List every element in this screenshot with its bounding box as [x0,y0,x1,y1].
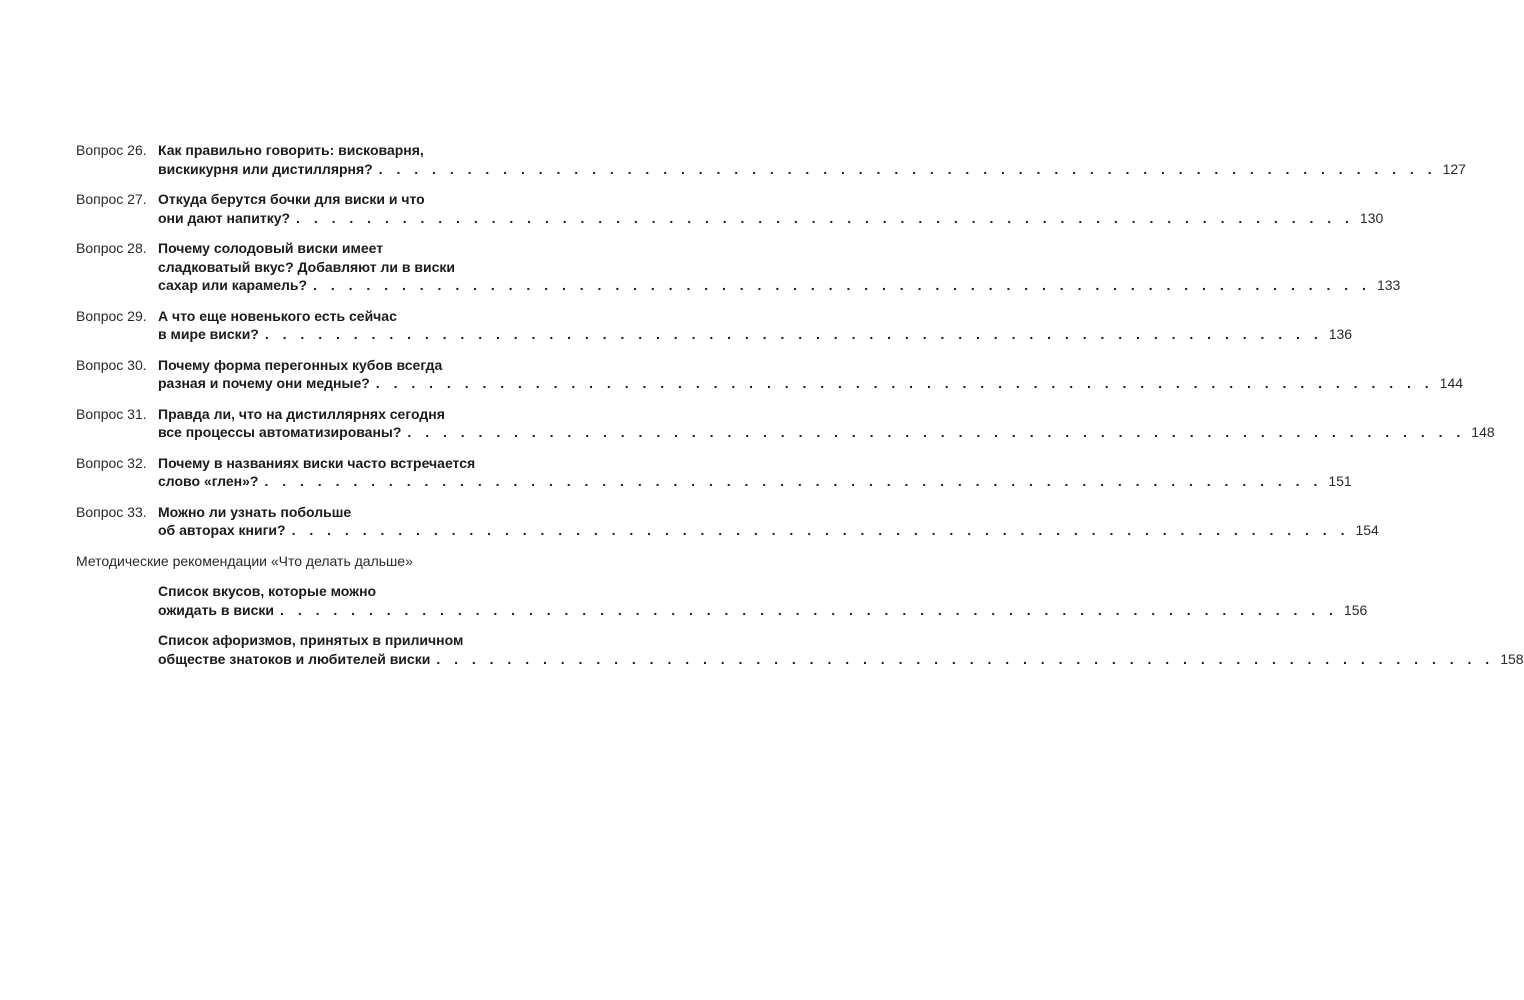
entry-title-end: вискикурня или дистиллярня? [158,160,373,177]
dot-leader: . . . . . . . . . . . . . . . . . . . . . . . . . . . . . . . . . . . . . . . . . . . . . . . . . . . . . . . . . . . . [264,326,1323,342]
page-number: 127 [1442,160,1466,177]
entry-title-line: Как правильно говорить: висковарня, [158,142,424,158]
entry-title-end: слово «глен»? [158,473,259,489]
entry-last-line [158,374,1463,393]
toc-entry[interactable] [76,356,1464,393]
entry-last-line [158,650,1524,669]
page-number: 154 [1355,522,1379,538]
entry-title [158,405,1495,442]
toc-entry[interactable] [76,503,1379,540]
entry-title [158,454,1352,491]
entry-title-end: об авторах книги? [158,522,286,538]
page-number: 156 [1343,601,1368,618]
entry-title-line: Список афоризмов, принятых в приличном [158,632,464,648]
entry-last-line [158,601,1367,620]
entry-title-end: в мире виски? [158,326,259,342]
question-number: Вопрос 33. [76,503,147,520]
section-heading[interactable]: Методические рекомендации «Что делать дальше» [76,552,413,569]
entry-last-line [158,209,1383,228]
toc-entry[interactable] [76,454,1352,491]
question-number: Вопрос 26. [76,142,147,158]
entry-last-line [158,521,1379,540]
toc-subentry[interactable] [158,631,1524,668]
question-number: Вопрос 27. [76,191,147,207]
dot-leader: . . . . . . . . . . . . . . . . . . . . . . . . . . . . . . . . . . . . . . . . . . . . . . . . . . . . . . . . . . . . [313,277,1371,293]
entry-title-line: Почему в названиях виски часто встречается [158,454,476,471]
dot-leader: . . . . . . . . . . . . . . . . . . . . . . . . . . . . . . . . . . . . . . . . . . . . . . . . . . . . . . . . . . . . [375,375,1434,391]
toc-entry[interactable] [76,405,1495,442]
entry-title-line: Можно ли узнать побольше [158,503,352,520]
entry-last-line [158,276,1400,295]
page-number: 144 [1439,375,1464,391]
question-number: Вопрос 32. [76,454,147,471]
entry-title-end: они дают напитку? [158,209,291,226]
dot-leader: . . . . . . . . . . . . . . . . . . . . . . . . . . . . . . . . . . . . . . . . . . . . . . . . . . . . . . . . . . . . [407,424,1466,440]
page-number: 151 [1328,473,1352,489]
dot-leader: . . . . . . . . . . . . . . . . . . . . . . . . . . . . . . . . . . . . . . . . . . . . . . . . . . . . . . . . . . . . [296,209,1354,226]
question-number: Вопрос 31. [76,405,147,422]
dot-leader: . . . . . . . . . . . . . . . . . . . . . . . . . . . . . . . . . . . . . . . . . . . . . . . . . . . . . . . . . . . . [436,650,1495,667]
entry-title-end: сахар или карамель? [158,277,308,293]
dot-leader: . . . . . . . . . . . . . . . . . . . . . . . . . . . . . . . . . . . . . . . . . . . . . . . . . . . . . . . . . . . . [291,522,1350,538]
entry-title [158,141,1466,178]
entry-title [158,503,1379,540]
question-number: Вопрос 30. [76,356,147,373]
toc-entry[interactable] [76,239,1401,295]
entry-title-end: обществе знатоков и любителей виски [158,650,431,667]
dot-leader: . . . . . . . . . . . . . . . . . . . . . . . . . . . . . . . . . . . . . . . . . . . . . . . . . . . . . . . . . . . . [378,160,1437,177]
subentry-title [158,582,1367,619]
toc-entry[interactable] [76,307,1353,344]
entry-title-end: разная и почему они медные? [158,375,370,391]
question-number: Вопрос 29. [76,307,147,324]
entry-title [158,307,1352,344]
entry-title-line: сладковатый вкус? Добавляют ли в виски [158,258,455,275]
entry-title-end: все процессы автоматизированы? [158,424,402,440]
entry-title-line: А что еще новенького есть сейчас [158,307,397,324]
dot-leader: . . . . . . . . . . . . . . . . . . . . . . . . . . . . . . . . . . . . . . . . . . . . . . . . . . . . . . . . . . . . [264,473,1323,489]
entry-title [158,356,1463,393]
entry-last-line [158,472,1352,491]
entry-last-line [158,160,1466,179]
toc-entry[interactable] [76,190,1384,227]
table-of-contents [76,141,1524,680]
entry-title [158,239,1400,295]
subentry-title [158,631,1524,668]
page-number: 130 [1359,209,1384,226]
page-number: 136 [1328,326,1353,342]
entry-title-line: Правда ли, что на дистиллярнях сегодня [158,405,445,422]
question-number: Вопрос 28. [76,240,147,256]
entry-title-line: Почему форма перегонных кубов всегда [158,356,443,373]
page-number: 148 [1471,424,1495,440]
toc-subentry[interactable] [158,582,1368,619]
entry-title-end: ожидать в виски [158,601,275,618]
entry-last-line [158,423,1495,442]
entry-title-line: Почему солодовый виски имеет [158,240,384,256]
entry-title-line: Откуда берутся бочки для виски и что [158,191,425,207]
entry-last-line [158,325,1352,344]
page-number: 133 [1376,277,1401,293]
dot-leader: . . . . . . . . . . . . . . . . . . . . . . . . . . . . . . . . . . . . . . . . . . . . . . . . . . . . . . . . . . . . [280,601,1338,618]
entry-title-line: Список вкусов, которые можно [158,583,377,599]
toc-entry[interactable] [76,141,1466,178]
entry-title [158,190,1383,227]
page-number: 158 [1500,650,1524,667]
